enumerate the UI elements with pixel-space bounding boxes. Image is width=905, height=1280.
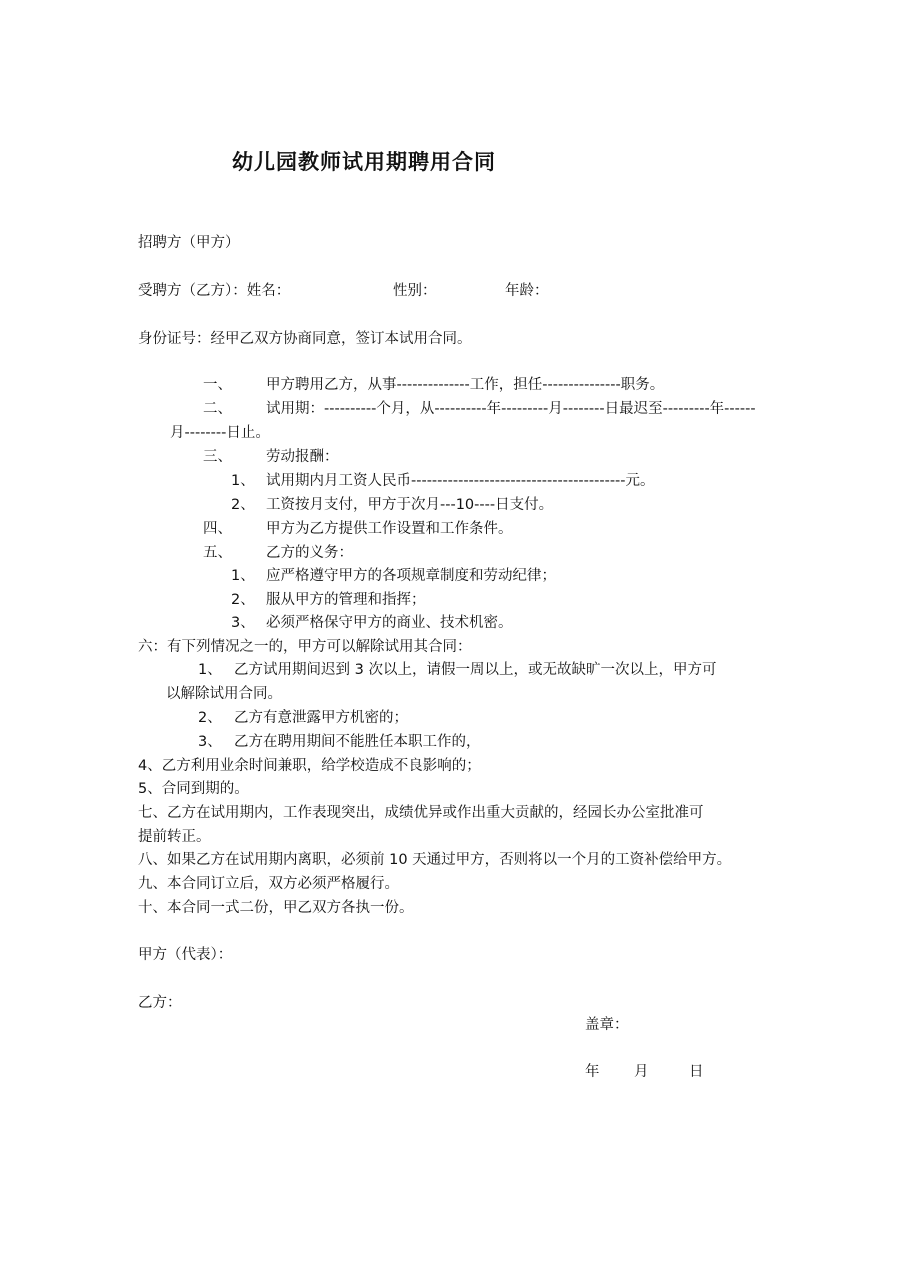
date-month-label: 月 bbox=[634, 1064, 649, 1080]
clause-line: 七、乙方在试用期内，工作表现突出，成绩优异或作出重大贡献的，经园长办公室批准可 bbox=[138, 805, 704, 821]
clause-text: 乙方的义务： bbox=[266, 545, 353, 561]
subclause-number: 1、 bbox=[198, 662, 222, 678]
clause-continuation: 月--------日止。 bbox=[170, 425, 270, 441]
subclause-text: 乙方在聘用期间不能胜任本职工作的， bbox=[234, 734, 481, 750]
clause-line: 提前转正。 bbox=[138, 829, 211, 845]
clause-line: 十、本合同一式二份，甲乙双方各执一份。 bbox=[138, 900, 414, 916]
id-line: 身份证号：经甲乙双方协商同意，签订本试用合同。 bbox=[138, 331, 472, 347]
clause-line: 5、合同到期的。 bbox=[138, 781, 249, 797]
subclause-text: 必须严格保守甲方的商业、技术机密。 bbox=[266, 615, 513, 631]
clause-text: 试用期：----------个月，从----------年---------月--------日最迟至---------年------ bbox=[266, 401, 756, 417]
clause-line: 六：有下列情况之一的，甲方可以解除试用其合同： bbox=[138, 639, 472, 655]
party-a-line: 招聘方（甲方） bbox=[138, 235, 240, 251]
clause-line: 4、乙方利用业余时间兼职，给学校造成不良影响的； bbox=[138, 758, 481, 774]
party-b-signature-label: 乙方： bbox=[138, 995, 182, 1011]
party-b-age-label: 年龄： bbox=[505, 283, 549, 299]
subclause-number: 2、 bbox=[231, 592, 255, 608]
date-day-label: 日 bbox=[689, 1064, 704, 1080]
document-title: 幼儿园教师试用期聘用合同 bbox=[232, 150, 496, 174]
subclause-text: 乙方有意泄露甲方机密的； bbox=[234, 710, 408, 726]
clause-text: 甲方聘用乙方，从事--------------工作，担任---------------职务。 bbox=[266, 377, 665, 393]
clause-number: 五、 bbox=[203, 545, 232, 561]
subclause-number: 2、 bbox=[231, 497, 255, 513]
party-b-gender-label: 性别： bbox=[393, 283, 437, 299]
date-year-label: 年 bbox=[585, 1064, 600, 1080]
clause-line: 八、如果乙方在试用期内离职，必须前 10 天通过甲方，否则将以一个月的工资补偿给甲方。 bbox=[138, 852, 732, 868]
clause-number: 一、 bbox=[203, 377, 232, 393]
clause-continuation: 以解除试用合同。 bbox=[166, 686, 282, 702]
clause-line: 九、本合同订立后，双方必须严格履行。 bbox=[138, 876, 399, 892]
subclause-text: 服从甲方的管理和指挥； bbox=[266, 592, 426, 608]
seal-label: 盖章： bbox=[585, 1017, 629, 1033]
subclause-number: 1、 bbox=[231, 473, 255, 489]
clause-number: 四、 bbox=[203, 521, 232, 537]
clause-number: 二、 bbox=[203, 401, 232, 417]
clause-text: 甲方为乙方提供工作设置和工作条件。 bbox=[266, 521, 513, 537]
party-a-signature-label: 甲方（代表）： bbox=[138, 947, 233, 963]
subclause-text: 乙方试用期间迟到 3 次以上，请假一周以上，或无故缺旷一次以上，甲方可 bbox=[234, 662, 717, 678]
party-b-name-label: 受聘方（乙方）：姓名： bbox=[138, 283, 291, 299]
subclause-number: 3、 bbox=[231, 615, 255, 631]
subclause-number: 2、 bbox=[198, 710, 222, 726]
subclause-number: 1、 bbox=[231, 568, 255, 584]
subclause-text: 工资按月支付，甲方于次月---10----日支付。 bbox=[266, 497, 554, 513]
subclause-text: 试用期内月工资人民币-----------------------------------------元。 bbox=[266, 473, 655, 489]
clause-text: 劳动报酬： bbox=[266, 449, 339, 465]
subclause-number: 3、 bbox=[198, 734, 222, 750]
subclause-text: 应严格遵守甲方的各项规章制度和劳动纪律； bbox=[266, 568, 556, 584]
clause-number: 三、 bbox=[203, 449, 232, 465]
